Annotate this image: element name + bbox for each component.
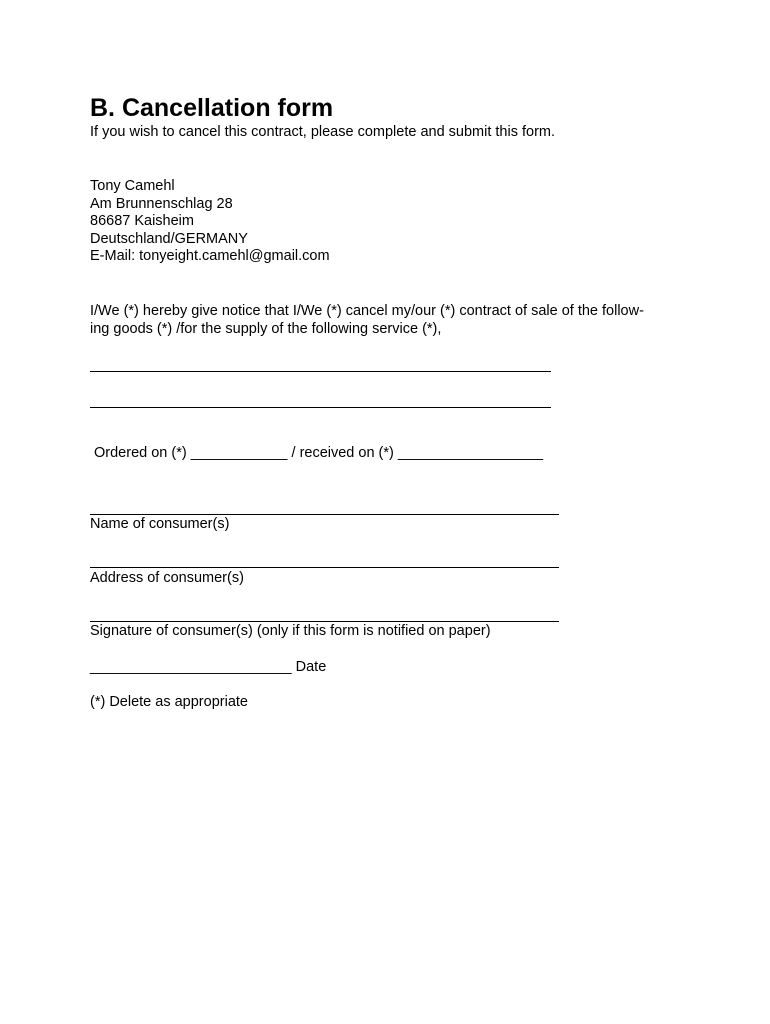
footnote: (*) Delete as appropriate (90, 694, 248, 710)
notice-line-1: I/We (*) hereby give notice that I/We (*) cancel my/our (*) contract of sale of the follow- (90, 303, 644, 319)
name-label: Name of consumer(s) (90, 516, 230, 532)
form-title: B. Cancellation form (90, 94, 334, 122)
signature-entry-line[interactable] (90, 621, 559, 622)
goods-entry-line-2[interactable] (90, 407, 551, 408)
address-label: Address of consumer(s) (90, 570, 244, 586)
name-entry-line[interactable] (90, 514, 559, 515)
notice-line-2: ing goods (*) /for the supply of the following service (*), (90, 320, 442, 337)
signature-label: Signature of consumer(s) (only if this form is notified on paper) (90, 623, 491, 639)
recipient-country: Deutschland/GERMANY (90, 230, 248, 247)
recipient-email: E-Mail: tonyeight.camehl@gmail.com (90, 248, 330, 264)
address-entry-line[interactable] (90, 567, 559, 568)
recipient-street: Am Brunnenschlag 28 (90, 195, 233, 212)
form-intro: If you wish to cancel this contract, please complete and submit this form. (90, 124, 556, 140)
recipient-city: 86687 Kaisheim (90, 213, 194, 229)
goods-entry-line-1[interactable] (90, 371, 551, 372)
ordered-received-line: Ordered on (*) ____________ / received on (*) __________________ (94, 445, 544, 461)
recipient-name: Tony Camehl (90, 178, 175, 194)
date-line: _________________________ Date (90, 659, 327, 675)
